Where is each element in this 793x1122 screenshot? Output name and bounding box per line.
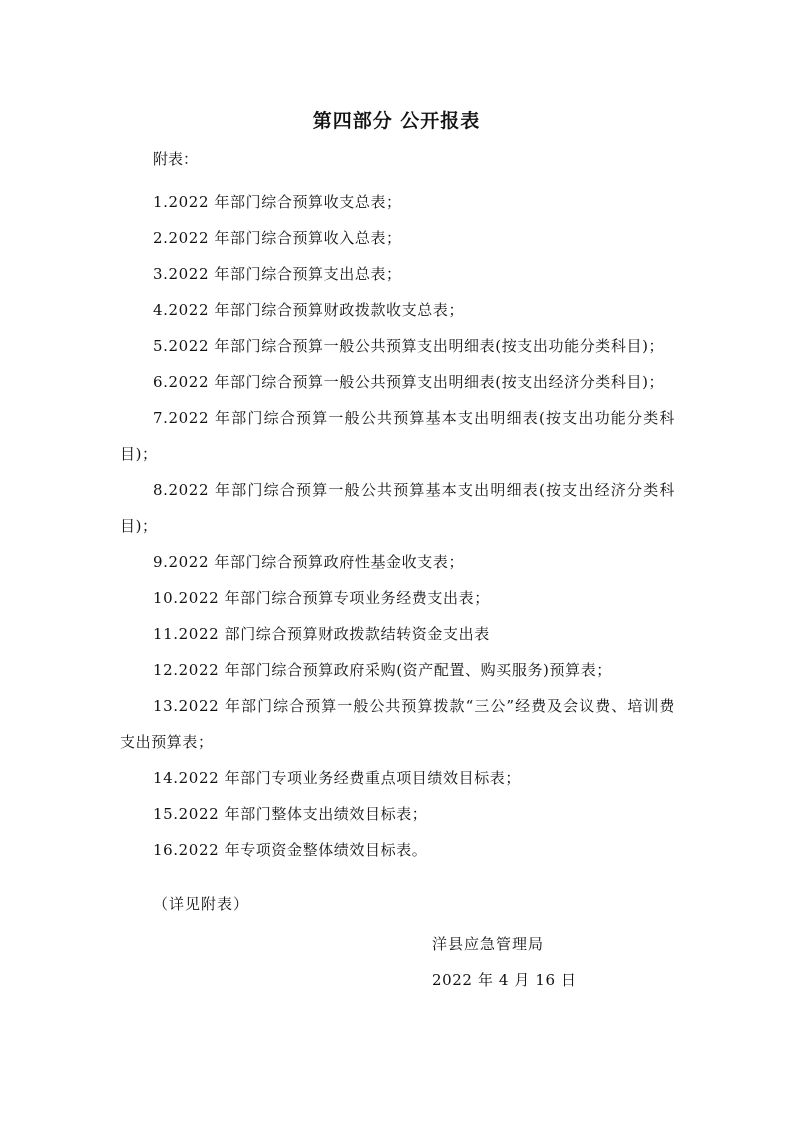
list-item: 14.2022 年部门专项业务经费重点项目绩效目标表； [153, 769, 521, 787]
list-item: 1.2022 年部门综合预算收支总表； [153, 193, 402, 211]
list-item: 15.2022 年部门整体支出绩效目标表； [153, 805, 428, 823]
list-item: 13.2022 年部门综合预算一般公共预算拨款“三公”经费及会议费、培训费支出预算表； [120, 697, 675, 751]
attachment-list [120, 184, 675, 868]
list-item: 4.2022 年部门综合预算财政拨款收支总表； [153, 301, 465, 319]
attachment-label: 附表： [153, 150, 199, 168]
page-title: 第四部分 公开报表 [312, 110, 481, 132]
list-item: 11.2022 部门综合预算财政拨款结转资金支出表 [153, 625, 490, 643]
list-item: 9.2022 年部门综合预算政府性基金收支表； [153, 553, 465, 571]
organization-signature: 洋县应急管理局 [432, 935, 545, 953]
document-date: 2022 年 4 月 16 日 [432, 971, 577, 989]
list-item: 6.2022 年部门综合预算一般公共预算支出明细表(按支出经济分类科目)； [153, 373, 665, 391]
list-item: 3.2022 年部门综合预算支出总表； [153, 265, 402, 283]
list-item: 8.2022 年部门综合预算一般公共预算基本支出明细表(按支出经济分类科目)； [120, 481, 675, 535]
list-item: 12.2022 年部门综合预算政府采购(资产配置、购买服务)预算表； [153, 661, 612, 679]
list-item: 10.2022 年部门综合预算专项业务经费支出表； [153, 589, 490, 607]
list-item: 16.2022 年专项资金整体绩效目标表。 [153, 841, 428, 859]
list-item: 7.2022 年部门综合预算一般公共预算基本支出明细表(按支出功能分类科目)； [120, 409, 675, 463]
list-item: 5.2022 年部门综合预算一般公共预算支出明细表(按支出功能分类科目)； [153, 337, 665, 355]
list-item: 2.2022 年部门综合预算收入总表； [153, 229, 402, 247]
see-attachment-note: （详见附表） [153, 895, 250, 913]
